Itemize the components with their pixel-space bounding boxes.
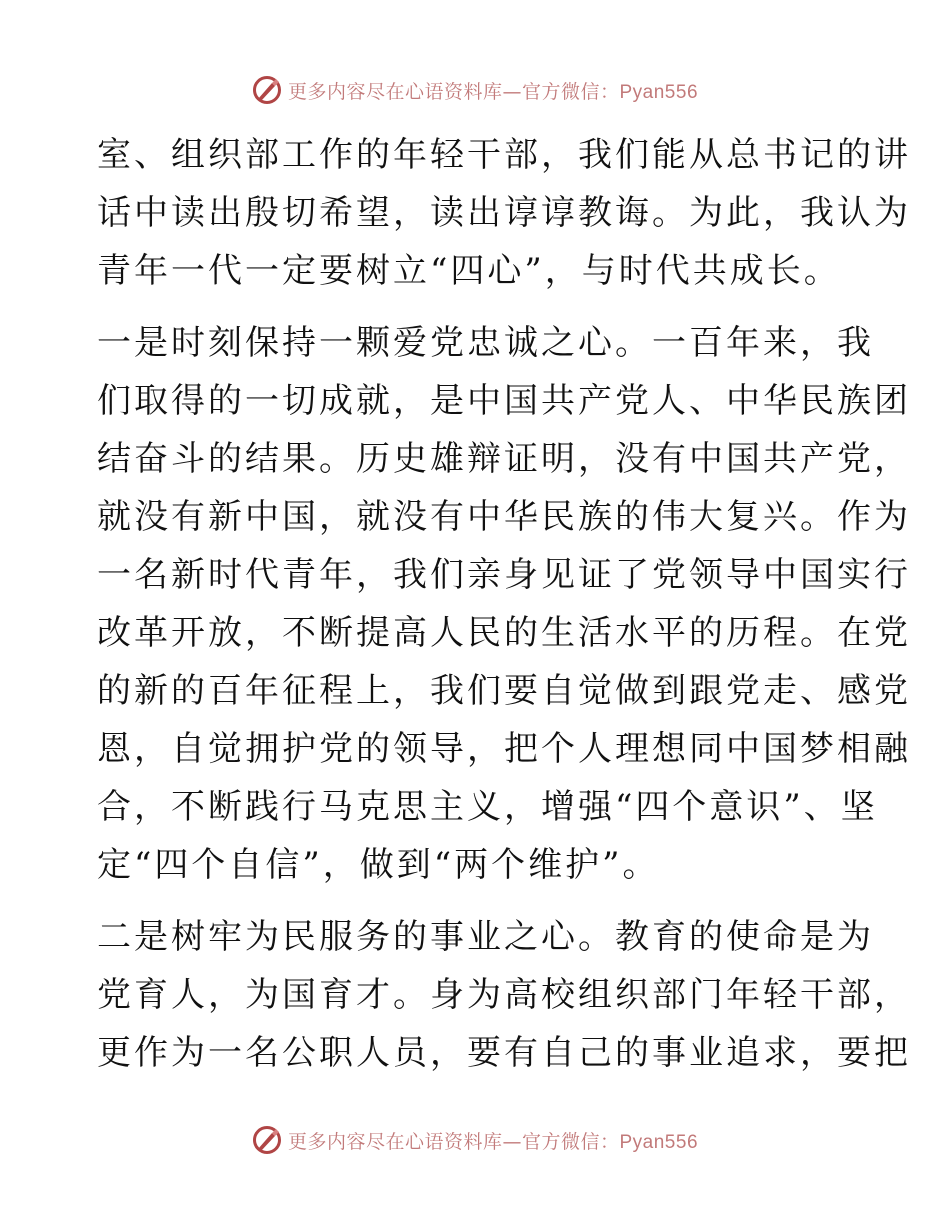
- text-line: 室、组织部工作的年轻干部，我们能从总书记的讲: [97, 135, 911, 175]
- text-line: 话中读出殷切希望，读出谆谆教诲。为此，我认为: [97, 193, 911, 233]
- text-line: 改革开放，不断提高人民的生活水平的历程。在党: [97, 613, 911, 653]
- text-line: 恩，自觉拥护党的领导，把个人理想同中国梦相融: [97, 729, 911, 769]
- header-banner: [0, 70, 950, 110]
- pen-circle-logo-icon: [252, 1125, 282, 1155]
- header-wechat-id: Pyan556: [619, 81, 699, 103]
- text-line: 们取得的一切成就，是中国共产党人、中华民族团: [97, 381, 911, 421]
- text-line: 一是时刻保持一颗爱党忠诚之心。一百年来，我: [97, 323, 874, 363]
- text-line: 二是树牢为民服务的事业之心。教育的使命是为: [97, 917, 874, 957]
- text-line: 党育人，为国育才。身为高校组织部门年轻干部，: [97, 975, 911, 1015]
- paragraph: [97, 126, 911, 300]
- paragraph: [97, 314, 911, 894]
- text-line: 一名新时代青年，我们亲身见证了党领导中国实行: [97, 555, 911, 595]
- pen-circle-logo-icon: [252, 75, 282, 105]
- text-line: 青年一代一定要树立“四心”，与时代共成长。: [97, 251, 841, 291]
- footer-wechat-id: Pyan556: [619, 1131, 699, 1153]
- text-line: 合，不断践行马克思主义，增强“四个意识”、坚: [97, 787, 878, 827]
- document-body: [97, 126, 911, 1082]
- text-line: 就没有新中国，就没有中华民族的伟大复兴。作为: [97, 497, 911, 537]
- footer-banner-text: 更多内容尽在心语资料库—官方微信：Pyan556: [287, 1130, 699, 1153]
- text-line: 的新的百年征程上，我们要自觉做到跟党走、感党: [97, 671, 911, 711]
- text-line: 定“四个自信”，做到“两个维护”。: [97, 845, 660, 885]
- footer-banner: [0, 1120, 950, 1160]
- paragraph-gap: [97, 894, 857, 908]
- text-line: 结奋斗的结果。历史雄辩证明，没有中国共产党，: [97, 439, 911, 479]
- header-banner-text: 更多内容尽在心语资料库—官方微信：Pyan556: [287, 80, 699, 103]
- paragraph-gap: [97, 300, 857, 314]
- text-line: 更作为一名公职人员，要有自己的事业追求，要把: [97, 1033, 911, 1073]
- paragraph: [97, 908, 911, 1082]
